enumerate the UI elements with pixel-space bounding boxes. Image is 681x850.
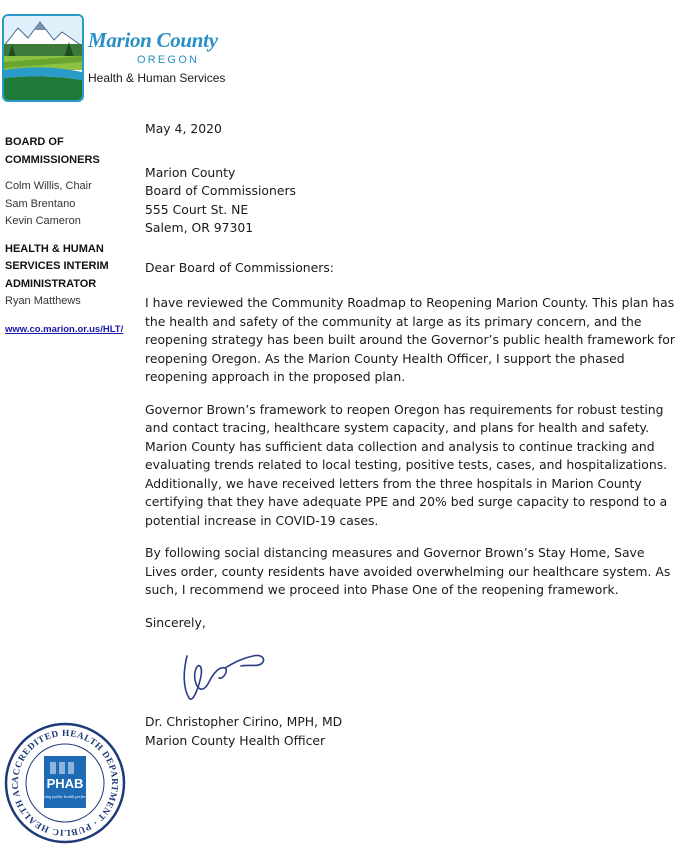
- letter-body: [145, 120, 675, 750]
- admin-section: [5, 241, 130, 311]
- seal-ring-text: ACCREDITED HEALTH DEPARTMENT · PUBLIC HEALTH AC: [9, 727, 121, 839]
- admin-heading: HEALTH & HUMAN SERVICES INTERIM ADMINISTRATOR: [5, 242, 109, 290]
- letter-date: May 4, 2020: [145, 121, 222, 136]
- paragraph: I have reviewed the Community Roadmap to Reopening Marion County. This plan has the health and safety of the community at large as its primary concern, and the reopening strategy has been built around the Governor’s public health framework for reopening Oregon. As the Marion County Health Officer, I support the phased reopening approach in the proposed plan.: [145, 295, 675, 384]
- closing: Sincerely,: [145, 614, 206, 630]
- commissioner-name: Colm Willis, Chair: [5, 180, 92, 192]
- county-landscape-icon: [2, 14, 84, 102]
- county-state: OREGON: [137, 54, 200, 66]
- commissioner-name: Kevin Cameron: [5, 215, 81, 227]
- seal-center-text: PHAB: [46, 776, 84, 791]
- address-line: Salem, OR 97301: [145, 220, 254, 235]
- commissioner-list: [5, 178, 130, 231]
- board-heading: BOARD OF COMMISSIONERS: [5, 136, 100, 166]
- signer-block: [145, 712, 675, 750]
- recipient-address: [145, 164, 675, 238]
- seal-tagline: Advancing public health performance: [33, 794, 97, 799]
- county-name: Marion County: [88, 28, 218, 52]
- paragraph: By following social distancing measures and Governor Brown’s Stay Home, Save Lives order, county residents have avoided overwhelming our healthcare system. As such, I recommend we proceed into Phase One of the reopening framework.: [145, 545, 671, 597]
- signer-name: Dr. Christopher Cirino, MPH, MD: [145, 714, 343, 729]
- address-line: Board of Commissioners: [145, 183, 297, 198]
- salutation: Dear Board of Commissioners:: [145, 259, 334, 275]
- letterhead-logo: [2, 14, 232, 102]
- accreditation-seal-icon: [4, 722, 126, 844]
- commissioner-name: Sam Brentano: [5, 197, 76, 210]
- signer-title: Marion County Health Officer: [145, 733, 326, 748]
- letterhead-sidebar: [5, 134, 130, 338]
- handwritten-signature: [145, 632, 675, 712]
- website-link[interactable]: www.co.marion.or.us/HLT/: [5, 323, 124, 335]
- department-name: Health & Human Services: [88, 71, 226, 85]
- address-line: 555 Court St. NE: [145, 201, 249, 217]
- address-line: Marion County: [145, 164, 236, 180]
- admin-name: Ryan Matthews: [5, 295, 81, 307]
- board-section: [5, 134, 130, 231]
- paragraph: Governor Brown’s framework to reopen Oregon has requirements for robust testing and contact tracing, healthcare system capacity, and plans for health and safety. Marion County has sufficient data collection and analysis to continue tracking and evaluating trends related to local testing, positive tests, cases, and hospitalizations. Additionally, we have received letters from the three hospitals in Marion County certifying that they have adequate PPE and 20% bed surge capacity to respond to a potential increase in COVID-19 cases.: [145, 401, 668, 528]
